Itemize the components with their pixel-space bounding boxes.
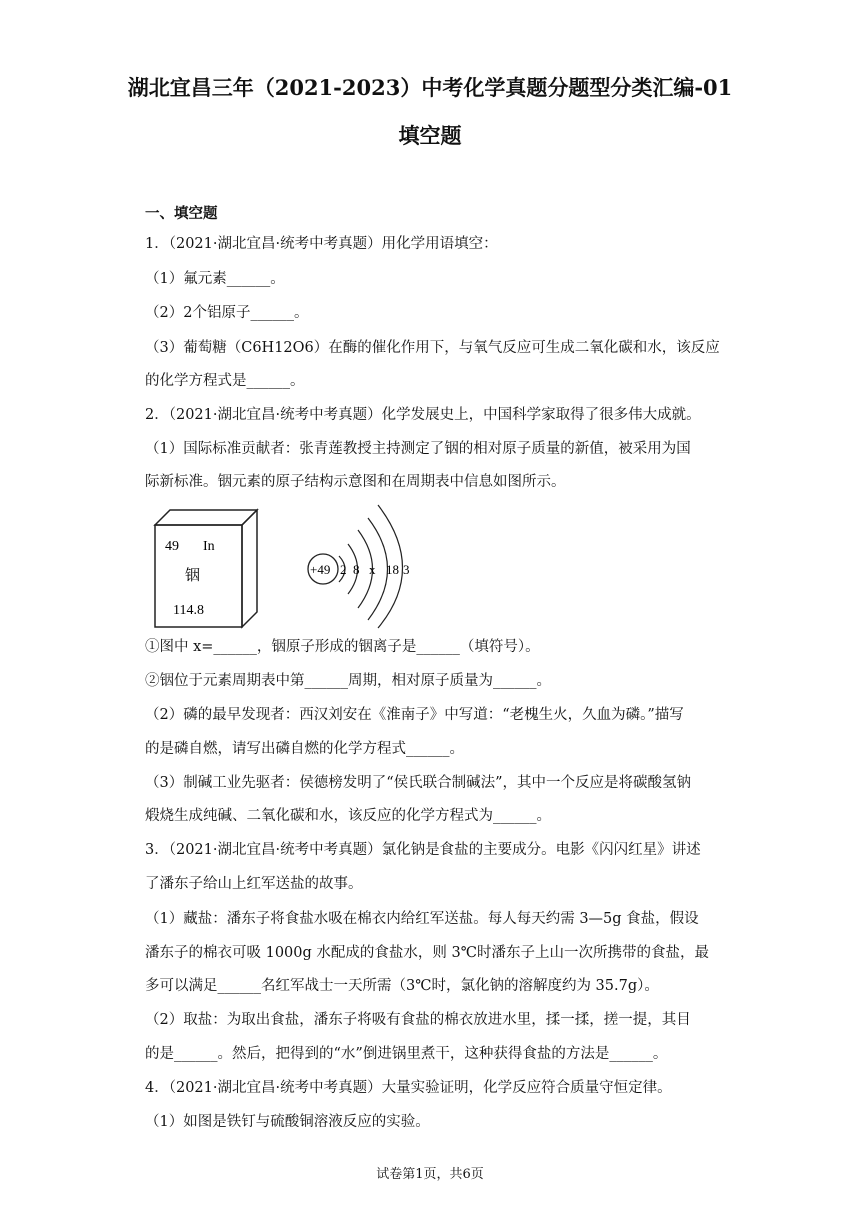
section-heading: 一、填空题	[145, 205, 218, 222]
text-line-9: ①图中 x=______，铟原子形成的铟离子是______（填符号）。	[145, 639, 540, 655]
text-line-4: （3）葡萄糖（C6H12O6）在酶的催化作用下，与氧气反应可生成二氧化碳和水，该反应	[145, 340, 720, 356]
text-line-6: 2．（2021·湖北宜昌·统考中考真题）化学发展史上，中国科学家取得了很多伟大成就。	[145, 407, 701, 423]
shell-electrons-1: 2	[340, 562, 347, 577]
text-line-7: （1）国际标准贡献者：张青莲教授主持测定了铟的相对原子质量的新值，被采用为国	[145, 441, 691, 457]
shell-electrons-4: 18	[386, 562, 399, 577]
text-line-10: ②铟位于元素周期表中第______周期，相对原子质量为______。	[145, 673, 551, 689]
text-line-12: 的是磷自燃，请写出磷自燃的化学方程式______。	[145, 741, 464, 757]
text-line-20: （2）取盐：为取出食盐，潘东子将吸有食盐的棉衣放进水里，揉一揉，搓一提，其目	[145, 1012, 691, 1028]
element-name: 铟	[185, 566, 201, 584]
text-line-14: 煅烧生成纯碱、二氧化碳和水，该反应的化学方程式为______。	[145, 808, 551, 824]
text-line-18: 潘东子的棉衣可吸 1000g 水配成的食盐水，则 3℃时潘东子上山一次所携带的食盐，最	[145, 945, 709, 961]
text-line-1: 1．（2021·湖北宜昌·统考中考真题）用化学用语填空：	[145, 236, 498, 252]
text-line-23: （1）如图是铁钉与硫酸铜溶液反应的实验。	[145, 1114, 430, 1130]
page-footer: 试卷第1页，共6页	[376, 1167, 484, 1182]
nucleus-charge: +49	[310, 562, 331, 577]
text-line-16: 了潘东子给山上红军送盐的故事。	[145, 876, 363, 892]
atomic-structure-diagram	[308, 505, 410, 628]
text-line-3: （2）2个铝原子______。	[145, 305, 309, 321]
text-line-15: 3．（2021·湖北宜昌·统考中考真题）氯化钠是食盐的主要成分。电影《闪闪红星》讲述	[145, 842, 701, 858]
document-title-line1: 湖北宜昌三年（2021-2023）中考化学真题分题型分类汇编-01	[127, 75, 733, 100]
text-line-21: 的是______。然后，把得到的“水”倒进锅里煮干，这种获得食盐的方法是______。	[145, 1046, 668, 1062]
shell-electrons-5: 3	[403, 562, 410, 577]
periodic-table-cell	[155, 510, 257, 627]
text-line-22: 4．（2021·湖北宜昌·统考中考真题）大量实验证明，化学反应符合质量守恒定律。	[145, 1080, 672, 1096]
text-line-11: （2）磷的最早发现者：西汉刘安在《淮南子》中写道：“老槐生火，久血为磷。”描写	[145, 707, 684, 723]
shell-electrons-2: 8	[353, 562, 360, 577]
shell-electrons-3: x	[369, 562, 376, 577]
text-line-19: 多可以满足______名红军战士一天所需（3℃时，氯化钠的溶解度约为 35.7g）。	[145, 978, 659, 994]
text-line-8: 际新标准。铟元素的原子结构示意图和在周期表中信息如图所示。	[145, 474, 566, 490]
atomic-number: 49	[165, 539, 179, 554]
document-title-line2: 填空题	[398, 123, 462, 148]
text-line-13: （3）制碱工业先驱者：侯德榜发明了“侯氏联合制碱法”，其中一个反应是将碳酸氢钠	[145, 775, 692, 791]
indium-figure	[145, 500, 445, 630]
atomic-mass: 114.8	[173, 603, 204, 618]
element-symbol: In	[203, 539, 215, 554]
text-line-17: （1）藏盐：潘东子将食盐水吸在棉衣内给红军送盐。每人每天约需 3—5g 食盐，假设	[145, 911, 699, 927]
text-line-5: 的化学方程式是______。	[145, 373, 305, 389]
text-line-2: （1）氟元素______。	[145, 271, 285, 287]
